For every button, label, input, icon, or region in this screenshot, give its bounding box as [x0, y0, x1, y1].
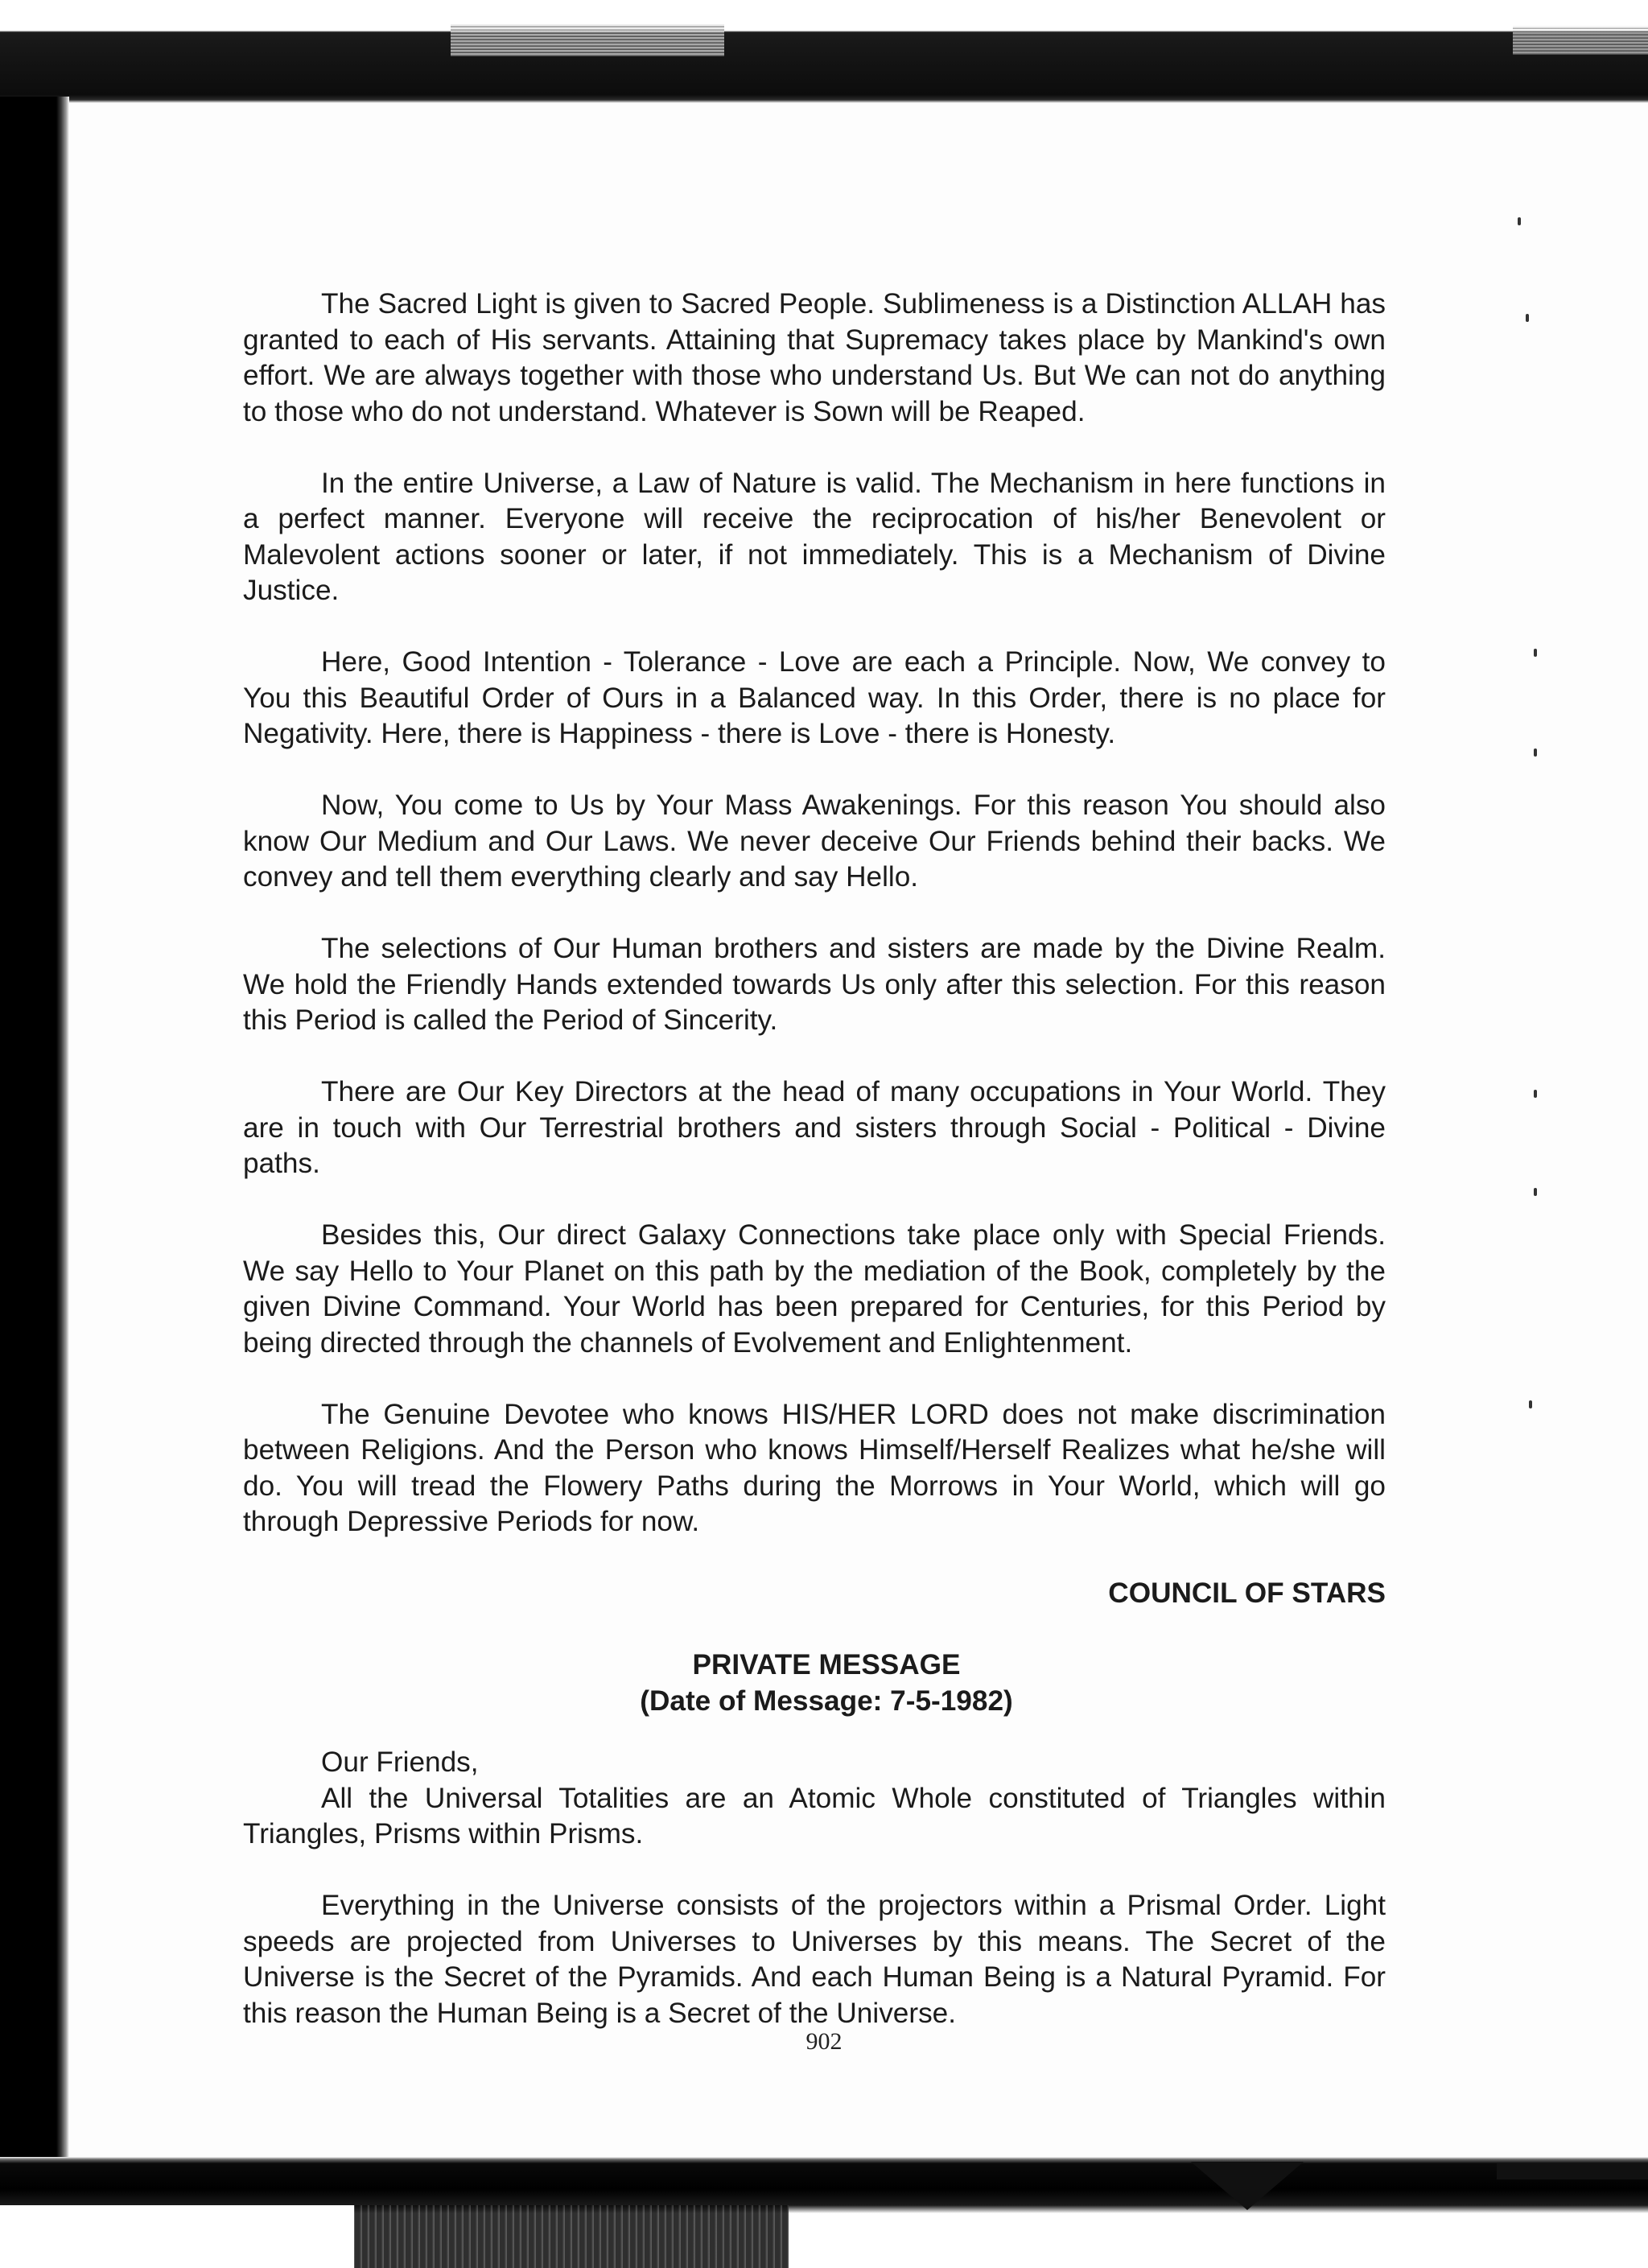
- document-body: [243, 287, 1386, 2031]
- scan-artifact: [1191, 2162, 1304, 2210]
- body-paragraph: The selections of Our Human brothers and sisters are made by the Divine Realm. We hold the Friendly Hands extended towards Us only after this selection. For this reason this Period is called the Period of Sincerity.: [243, 933, 1386, 1036]
- scan-speck: [1534, 1188, 1537, 1196]
- message-date: (Date of Message: 7-5-1982): [640, 1685, 1013, 1717]
- scan-speck: [1518, 217, 1521, 225]
- scan-speck: [1534, 1090, 1537, 1098]
- body-paragraph: There are Our Key Directors at the head of many occupations in Your World. They are in touch with Our Terrestrial brothers and sisters through Social - Political - Divine paths.: [243, 1076, 1386, 1179]
- scan-border-left: [0, 97, 69, 2157]
- body-paragraph: The Genuine Devotee who knows HIS/HER LORD does not make discrimination between Religions. And the Person who knows Himself/Herself Realizes what he/she will do. You will tread the Flowery Paths during the Morrows in Your World, which will go through Depressive Periods for now.: [243, 1398, 1386, 1537]
- scan-speck: [1534, 649, 1537, 657]
- scan-speck: [1526, 314, 1529, 322]
- page-number: 902: [805, 2028, 843, 2055]
- scan-streak: [451, 24, 724, 56]
- body-paragraph: In the entire Universe, a Law of Nature is valid. The Mechanism in here functions in a perfect manner. Everyone will receive the reciprocation of his/her Benevolent or Malevolent actions sooner or later, if not immediately. This is a Mechanism of Divine Justice.: [243, 467, 1386, 606]
- scan-artifact: [1497, 2163, 1648, 2179]
- scan-blank: [0, 2205, 354, 2268]
- body-paragraph: The Sacred Light is given to Sacred People. Sublimeness is a Distinction ALLAH has granted to each of His servants. Attaining that Supremacy takes place by Mankind's own effort. We are always together with those who understand Us. But We can not do anything to those who do not understand. Whatever is Sown will be Reaped.: [243, 288, 1386, 427]
- signature: COUNCIL OF STARS: [1108, 1577, 1386, 1609]
- message-title: PRIVATE MESSAGE: [692, 1649, 961, 1680]
- scan-speck: [1534, 748, 1537, 757]
- body-paragraph: All the Universal Totalities are an Atomic Whole constituted of Triangles within Triangles, Prisms within Prisms.: [243, 1782, 1386, 1849]
- body-paragraph: Besides this, Our direct Galaxy Connections take place only with Special Friends. We say Hello to Your Planet on this path by the mediation of the Book, completely by the given Divine Command. Your World has been prepared for Centuries, for this Period by being directed through the channels of Evolvement and Enlightenment.: [243, 1219, 1386, 1359]
- scan-speck: [1529, 1400, 1532, 1408]
- body-paragraph: Now, You come to Us by Your Mass Awakenings. For this reason You should also know Our Medium and Our Laws. We never deceive Our Friends behind their backs. We convey and tell them everything clearly and say Hello.: [243, 790, 1386, 893]
- message-heading: [243, 1647, 1386, 1719]
- scan-streak: [1513, 26, 1648, 55]
- scan-border-top: [0, 0, 1648, 103]
- greeting: Our Friends,: [321, 1746, 479, 1778]
- body-paragraph: Here, Good Intention - Tolerance - Love are each a Principle. Now, We convey to You this Beautiful Order of Ours in a Balanced way. In this Order, there is no place for Negativity. Here, there is Happiness - there is Love - there is Honesty.: [243, 646, 1386, 749]
- body-paragraph: Everything in the Universe consists of the projectors within a Prismal Order. Light speeds are projected from Universes to Universes by this means. The Secret of the Universe is the Secret of the Pyramids. And each Human Being is a Natural Pyramid. For this reason the Human Being is a Secret of the Universe.: [243, 1890, 1386, 2029]
